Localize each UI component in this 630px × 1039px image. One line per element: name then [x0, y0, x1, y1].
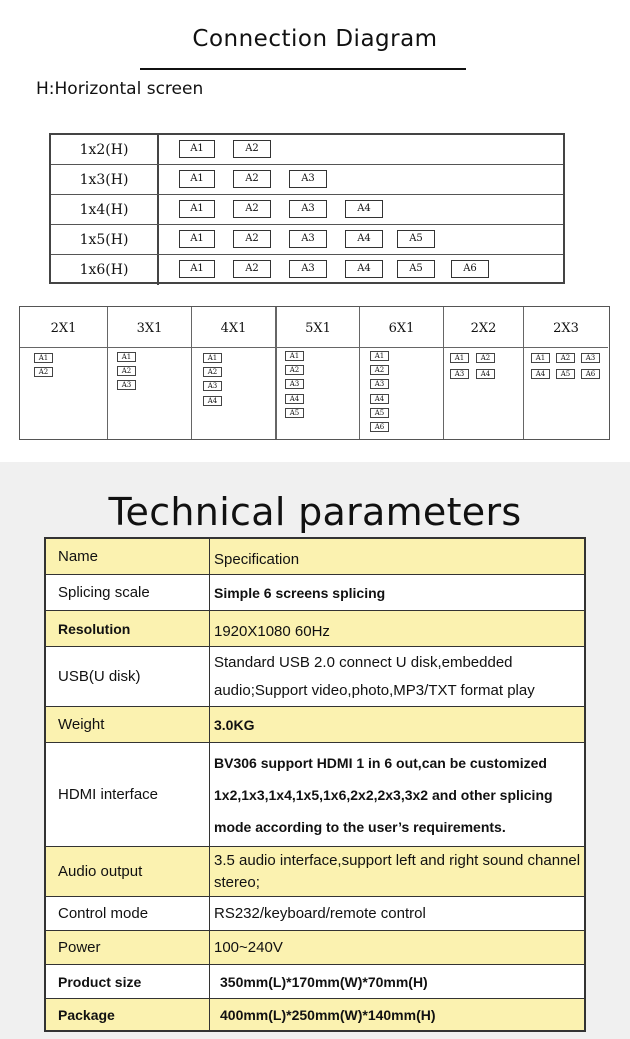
col-label: 5X1: [277, 307, 359, 348]
vertical-diagram-table: [19, 306, 610, 440]
vertical-col-3x1: [108, 307, 192, 439]
param-row-control: [46, 897, 584, 931]
vertical-col-2x2: [444, 307, 524, 439]
screen-cell: A5: [370, 408, 389, 418]
param-value: 350mm(L)*170mm(W)*70mm(H): [220, 973, 428, 990]
param-value: 3.0KG: [214, 716, 255, 733]
screen-cell: A5: [397, 230, 435, 248]
param-row-splicing-scale: [46, 575, 584, 611]
screen-cell: A4: [370, 394, 389, 404]
row-label: 1x6(H): [51, 255, 159, 285]
connection-diagram-title: Connection Diagram: [192, 26, 438, 52]
row-label: 1x5(H): [51, 225, 159, 254]
screen-cell: A4: [345, 200, 383, 218]
screen-cell: A1: [179, 230, 215, 248]
col-label: 2X1: [20, 307, 107, 348]
screen-cell: A3: [289, 260, 327, 278]
horizontal-row-1x5: [51, 225, 563, 255]
param-value: Simple 6 screens splicing: [214, 584, 386, 601]
screen-cell: A1: [370, 351, 389, 361]
screen-cell: A1: [34, 353, 53, 363]
col-label: 6X1: [360, 307, 443, 348]
screen-cell: A2: [476, 353, 495, 363]
screen-cell: A4: [345, 260, 383, 278]
vertical-col-4x1: [192, 307, 276, 439]
param-key: Power: [46, 931, 210, 964]
screen-cell: A4: [285, 394, 304, 404]
row-label: 1x3(H): [51, 165, 159, 194]
param-value: BV306 support HDMI 1 in 6 out,can be customized 1x2,1x3,1x4,1x5,1x6,2x2,2x3,3x2 and other splicing mode according to the user’s requirements.: [214, 754, 553, 835]
screen-cell: A2: [370, 365, 389, 375]
screen-cell: A2: [233, 230, 271, 248]
param-value: 3.5 audio interface,support left and right sound channel stereo;: [214, 851, 581, 891]
screen-cell: A1: [285, 351, 304, 361]
screen-cell: A2: [233, 200, 271, 218]
screen-cell: A1: [179, 170, 215, 188]
col-label: 3X1: [108, 307, 191, 348]
param-value: RS232/keyboard/remote control: [214, 904, 426, 922]
screen-cell: A5: [285, 408, 304, 418]
horizontal-row-1x4: [51, 195, 563, 225]
screen-cell: A3: [289, 230, 327, 248]
param-row-package: [46, 999, 584, 1030]
param-value: Specification: [214, 550, 300, 568]
vertical-col-6x1: [360, 307, 444, 439]
screen-cell: A1: [531, 353, 550, 363]
param-row-resolution: [46, 611, 584, 647]
screen-cell: A4: [203, 396, 222, 406]
param-row-usb: [46, 647, 584, 707]
param-value: 400mm(L)*250mm(W)*140mm(H): [220, 1006, 436, 1023]
connection-section: [0, 0, 630, 462]
screen-cell: A6: [581, 369, 600, 379]
param-row-name: [46, 539, 584, 575]
param-key: USB(U disk): [46, 647, 210, 706]
screen-cell: A2: [117, 366, 136, 376]
param-key: Splicing scale: [46, 575, 210, 610]
param-key: Name: [46, 539, 210, 574]
param-value: 100~240V: [214, 938, 283, 956]
horizontal-screen-label: H:Horizontal screen: [36, 79, 204, 99]
col-label: 2X2: [444, 307, 523, 348]
screen-cell: A2: [233, 260, 271, 278]
screen-cell: A1: [179, 200, 215, 218]
param-value: Standard USB 2.0 connect U disk,embedded audio;Support video,photo,MP3/TXT format play: [214, 653, 535, 699]
screen-cell: A3: [203, 381, 222, 391]
screen-cell: A4: [531, 369, 550, 379]
row-label: 1x4(H): [51, 195, 159, 224]
parameter-table: [44, 537, 586, 1032]
horizontal-row-1x6: [51, 255, 563, 285]
screen-cell: A6: [451, 260, 489, 278]
param-row-weight: [46, 707, 584, 743]
param-key: Resolution: [46, 611, 210, 646]
screen-cell: A3: [370, 379, 389, 389]
screen-cell: A2: [203, 367, 222, 377]
col-label: 4X1: [192, 307, 275, 348]
screen-cell: A3: [289, 200, 327, 218]
screen-cell: A1: [203, 353, 222, 363]
screen-cell: A4: [476, 369, 495, 379]
param-value: 1920X1080 60Hz: [214, 622, 330, 640]
screen-cell: A2: [233, 170, 271, 188]
screen-cell: A2: [285, 365, 304, 375]
screen-cell: A2: [34, 367, 53, 377]
screen-cell: A4: [345, 230, 383, 248]
title-underline: [140, 68, 466, 70]
screen-cell: A3: [450, 369, 469, 379]
screen-cell: A5: [397, 260, 435, 278]
param-key: Audio output: [46, 847, 210, 896]
technical-parameters-title: Technical parameters: [108, 490, 522, 534]
screen-cell: A1: [179, 260, 215, 278]
screen-cell: A1: [179, 140, 215, 158]
screen-cell: A1: [117, 352, 136, 362]
vertical-col-5x1: [276, 307, 360, 439]
horizontal-row-1x3: [51, 165, 563, 195]
screen-cell: A1: [450, 353, 469, 363]
param-row-hdmi: [46, 743, 584, 847]
param-key: HDMI interface: [46, 743, 210, 846]
param-row-audio: [46, 847, 584, 897]
screen-cell: A3: [117, 380, 136, 390]
param-key: Control mode: [46, 897, 210, 930]
param-row-product-size: [46, 965, 584, 999]
screen-cell: A3: [289, 170, 327, 188]
param-key: Weight: [46, 707, 210, 742]
screen-cell: A5: [556, 369, 575, 379]
screen-cell: A3: [581, 353, 600, 363]
param-key: Package: [46, 999, 210, 1030]
screen-cell: A2: [556, 353, 575, 363]
param-row-power: [46, 931, 584, 965]
vertical-col-2x3: [524, 307, 608, 439]
param-key: Product size: [46, 965, 210, 998]
vertical-col-2x1: [20, 307, 108, 439]
row-label: 1x2(H): [51, 135, 159, 164]
screen-cell: A6: [370, 422, 389, 432]
horizontal-row-1x2: [51, 135, 563, 165]
screen-cell: A2: [233, 140, 271, 158]
horizontal-diagram-table: [49, 133, 565, 284]
col-label: 2X3: [524, 307, 608, 348]
screen-cell: A3: [285, 379, 304, 389]
